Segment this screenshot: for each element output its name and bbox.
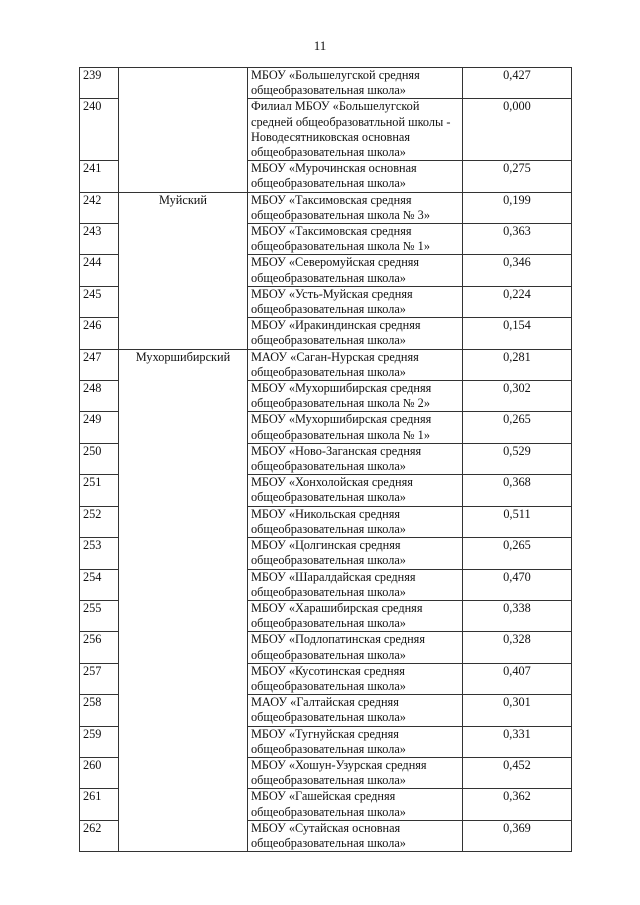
coefficient-value: 0,224 — [463, 286, 572, 317]
district-cell — [119, 68, 248, 99]
district-cell — [119, 506, 248, 537]
coefficient-value: 0,199 — [463, 192, 572, 223]
row-number: 252 — [80, 506, 119, 537]
coefficient-value: 0,154 — [463, 318, 572, 349]
coefficient-value: 0,452 — [463, 757, 572, 788]
coefficient-value: 0,000 — [463, 99, 572, 161]
district-cell: Муйский — [119, 192, 248, 223]
district-cell — [119, 820, 248, 851]
table-row — [80, 286, 572, 317]
coefficient-value: 0,427 — [463, 68, 572, 99]
district-cell — [119, 569, 248, 600]
table-row — [80, 192, 572, 223]
district-cell — [119, 255, 248, 286]
coefficient-value: 0,338 — [463, 600, 572, 631]
district-cell — [119, 443, 248, 474]
table-row — [80, 820, 572, 851]
school-name: МБОУ «Усть-Муйская средняя общеобразовательная школа» — [248, 286, 463, 317]
row-number: 254 — [80, 569, 119, 600]
row-number: 248 — [80, 381, 119, 412]
table-row — [80, 255, 572, 286]
row-number: 251 — [80, 475, 119, 506]
school-name: МБОУ «Хошун-Узурская средняя общеобразовательная школа» — [248, 757, 463, 788]
row-number: 250 — [80, 443, 119, 474]
row-number: 240 — [80, 99, 119, 161]
table-row — [80, 349, 572, 380]
row-number: 241 — [80, 161, 119, 192]
district-cell — [119, 726, 248, 757]
school-name: МБОУ «Подлопатинская средняя общеобразовательная школа» — [248, 632, 463, 663]
school-name: МАОУ «Саган-Нурская средняя общеобразовательная школа» — [248, 349, 463, 380]
row-number: 249 — [80, 412, 119, 443]
table-row — [80, 538, 572, 569]
table-row — [80, 68, 572, 99]
page-number: 11 — [313, 38, 327, 53]
row-number: 257 — [80, 663, 119, 694]
district-cell: Мухоршибирский — [119, 349, 248, 380]
row-number: 255 — [80, 600, 119, 631]
school-name: МБОУ «Ново-Заганская средняя общеобразовательная школа» — [248, 443, 463, 474]
school-name: МБОУ «Таксимовская средняя общеобразовательная школа № 3» — [248, 192, 463, 223]
table-row — [80, 757, 572, 788]
row-number: 244 — [80, 255, 119, 286]
row-number: 247 — [80, 349, 119, 380]
coefficient-value: 0,511 — [463, 506, 572, 537]
coefficient-value: 0,529 — [463, 443, 572, 474]
coefficient-value: 0,265 — [463, 538, 572, 569]
coefficient-value: 0,470 — [463, 569, 572, 600]
row-number: 246 — [80, 318, 119, 349]
table-row — [80, 600, 572, 631]
district-cell — [119, 381, 248, 412]
coefficient-value: 0,346 — [463, 255, 572, 286]
row-number: 239 — [80, 68, 119, 99]
table-row — [80, 569, 572, 600]
school-name: МБОУ «Северомуйская средняя общеобразовательная школа» — [248, 255, 463, 286]
table-row — [80, 381, 572, 412]
row-number: 253 — [80, 538, 119, 569]
row-number: 259 — [80, 726, 119, 757]
school-name: МБОУ «Гашейская средняя общеобразовательная школа» — [248, 789, 463, 820]
district-cell — [119, 318, 248, 349]
coefficient-value: 0,407 — [463, 663, 572, 694]
school-name: МБОУ «Таксимовская средняя общеобразовательная школа № 1» — [248, 224, 463, 255]
district-cell — [119, 538, 248, 569]
table-row — [80, 789, 572, 820]
district-cell — [119, 99, 248, 161]
schools-table — [79, 67, 572, 852]
row-number: 262 — [80, 820, 119, 851]
coefficient-value: 0,368 — [463, 475, 572, 506]
coefficient-value: 0,362 — [463, 789, 572, 820]
table-row — [80, 663, 572, 694]
coefficient-value: 0,302 — [463, 381, 572, 412]
row-number: 258 — [80, 695, 119, 726]
coefficient-value: 0,265 — [463, 412, 572, 443]
table-row — [80, 443, 572, 474]
coefficient-value: 0,363 — [463, 224, 572, 255]
school-name: МБОУ «Сутайская основная общеобразовательная школа» — [248, 820, 463, 851]
school-name: Филиал МБОУ «Большелугской средней общеобразоватльной школы - Новодесятниковская основная общеобразовательная школа» — [248, 99, 463, 161]
coefficient-value: 0,369 — [463, 820, 572, 851]
school-name: МБОУ «Харашибирская средняя общеобразовательная школа» — [248, 600, 463, 631]
table-row — [80, 726, 572, 757]
district-cell — [119, 757, 248, 788]
district-cell — [119, 600, 248, 631]
row-number: 260 — [80, 757, 119, 788]
coefficient-value: 0,281 — [463, 349, 572, 380]
school-name: МБОУ «Цолгинская средняя общеобразовательная школа» — [248, 538, 463, 569]
table-row — [80, 506, 572, 537]
school-name: МБОУ «Шаралдайская средняя общеобразовательная школа» — [248, 569, 463, 600]
row-number: 256 — [80, 632, 119, 663]
district-cell — [119, 412, 248, 443]
district-cell — [119, 475, 248, 506]
table-row — [80, 475, 572, 506]
table-row — [80, 161, 572, 192]
district-cell — [119, 224, 248, 255]
district-cell — [119, 161, 248, 192]
school-name: МБОУ «Тугнуйская средняя общеобразовательная школа» — [248, 726, 463, 757]
school-name: МБОУ «Кусотинская средняя общеобразовательная школа» — [248, 663, 463, 694]
school-name: МБОУ «Мухоршибирская средняя общеобразовательная школа № 1» — [248, 412, 463, 443]
coefficient-value: 0,275 — [463, 161, 572, 192]
school-name: МБОУ «Мурочинская основная общеобразовательная школа» — [248, 161, 463, 192]
table-row — [80, 695, 572, 726]
district-cell — [119, 789, 248, 820]
row-number: 245 — [80, 286, 119, 317]
school-name: МБОУ «Хонхолойская средняя общеобразовательная школа» — [248, 475, 463, 506]
table-row — [80, 99, 572, 161]
table-row — [80, 632, 572, 663]
coefficient-value: 0,301 — [463, 695, 572, 726]
table-row — [80, 318, 572, 349]
row-number: 243 — [80, 224, 119, 255]
school-name: МБОУ «Мухоршибирская средняя общеобразовательная школа № 2» — [248, 381, 463, 412]
coefficient-value: 0,328 — [463, 632, 572, 663]
row-number: 261 — [80, 789, 119, 820]
row-number: 242 — [80, 192, 119, 223]
district-cell — [119, 695, 248, 726]
district-cell — [119, 632, 248, 663]
school-name: МБОУ «Иракиндинская средняя общеобразовательная школа» — [248, 318, 463, 349]
district-cell — [119, 663, 248, 694]
school-name: МБОУ «Большелугской средняя общеобразовательная школа» — [248, 68, 463, 99]
school-name: МБОУ «Никольская средняя общеобразовательная школа» — [248, 506, 463, 537]
coefficient-value: 0,331 — [463, 726, 572, 757]
table-row — [80, 224, 572, 255]
district-cell — [119, 286, 248, 317]
table-row — [80, 412, 572, 443]
school-name: МАОУ «Галтайская средняя общеобразовательная школа» — [248, 695, 463, 726]
